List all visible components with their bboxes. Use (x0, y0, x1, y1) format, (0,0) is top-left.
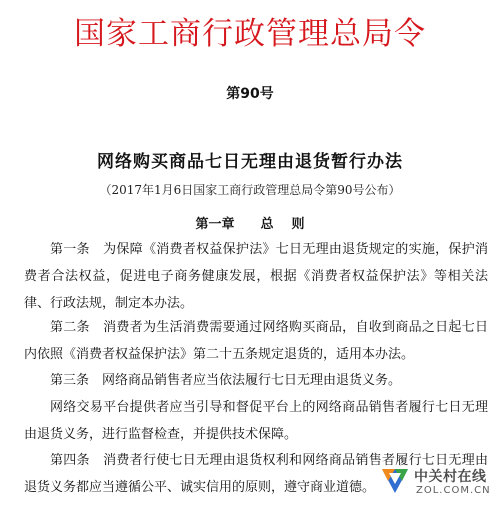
article-4-paragraph: 第四条 消费者行使七日无理由退货权利和网络商品销售者履行七日无理由退货义务都应当遵循公平、诚实信用的原则，遵守商业道德。 (24, 453, 488, 495)
article-2-paragraph: 第二条 消费者为生活消费需要通过网络购买商品，自收到商品之日起七日内依照《消费者权益保护法》第二十五条规定退货的，适用本办法。 (24, 320, 488, 362)
document-subtitle: （2017年1月6日国家工商行政管理总局令第90号公布） (99, 183, 401, 197)
watermark-domain: ZOL.COM.CN (416, 485, 491, 496)
order-number: 第90号 (226, 86, 274, 102)
zol-watermark (380, 463, 498, 503)
chapter-number: 第一章 (195, 217, 235, 232)
article-1-paragraph: 第一条 为保障《消费者权益保护法》七日无理由退货规定的实施，保护消费者合法权益，促进电子商务健康发展，根据《消费者权益保护法》等相关法律、行政法规，制定本办法。 (24, 242, 488, 311)
article-3-platform-paragraph: 网络交易平台提供者应当引导和督促平台上的网络商品销售者履行七日无理由退货义务，进行监督检查，并提供技术保障。 (24, 400, 488, 442)
zol-logo-icon (380, 465, 410, 495)
article-3-paragraph: 第三条 网络商品销售者应当依法履行七日无理由退货义务。 (50, 373, 402, 388)
chapter-heading (0, 213, 500, 232)
chapter-name: 总 则 (260, 217, 305, 232)
watermark-name: 中关村在线 (414, 469, 487, 485)
document-header: 国家工商行政管理总局令 (74, 16, 426, 52)
document-title: 网络购买商品七日无理由退货暂行办法 (97, 152, 403, 172)
